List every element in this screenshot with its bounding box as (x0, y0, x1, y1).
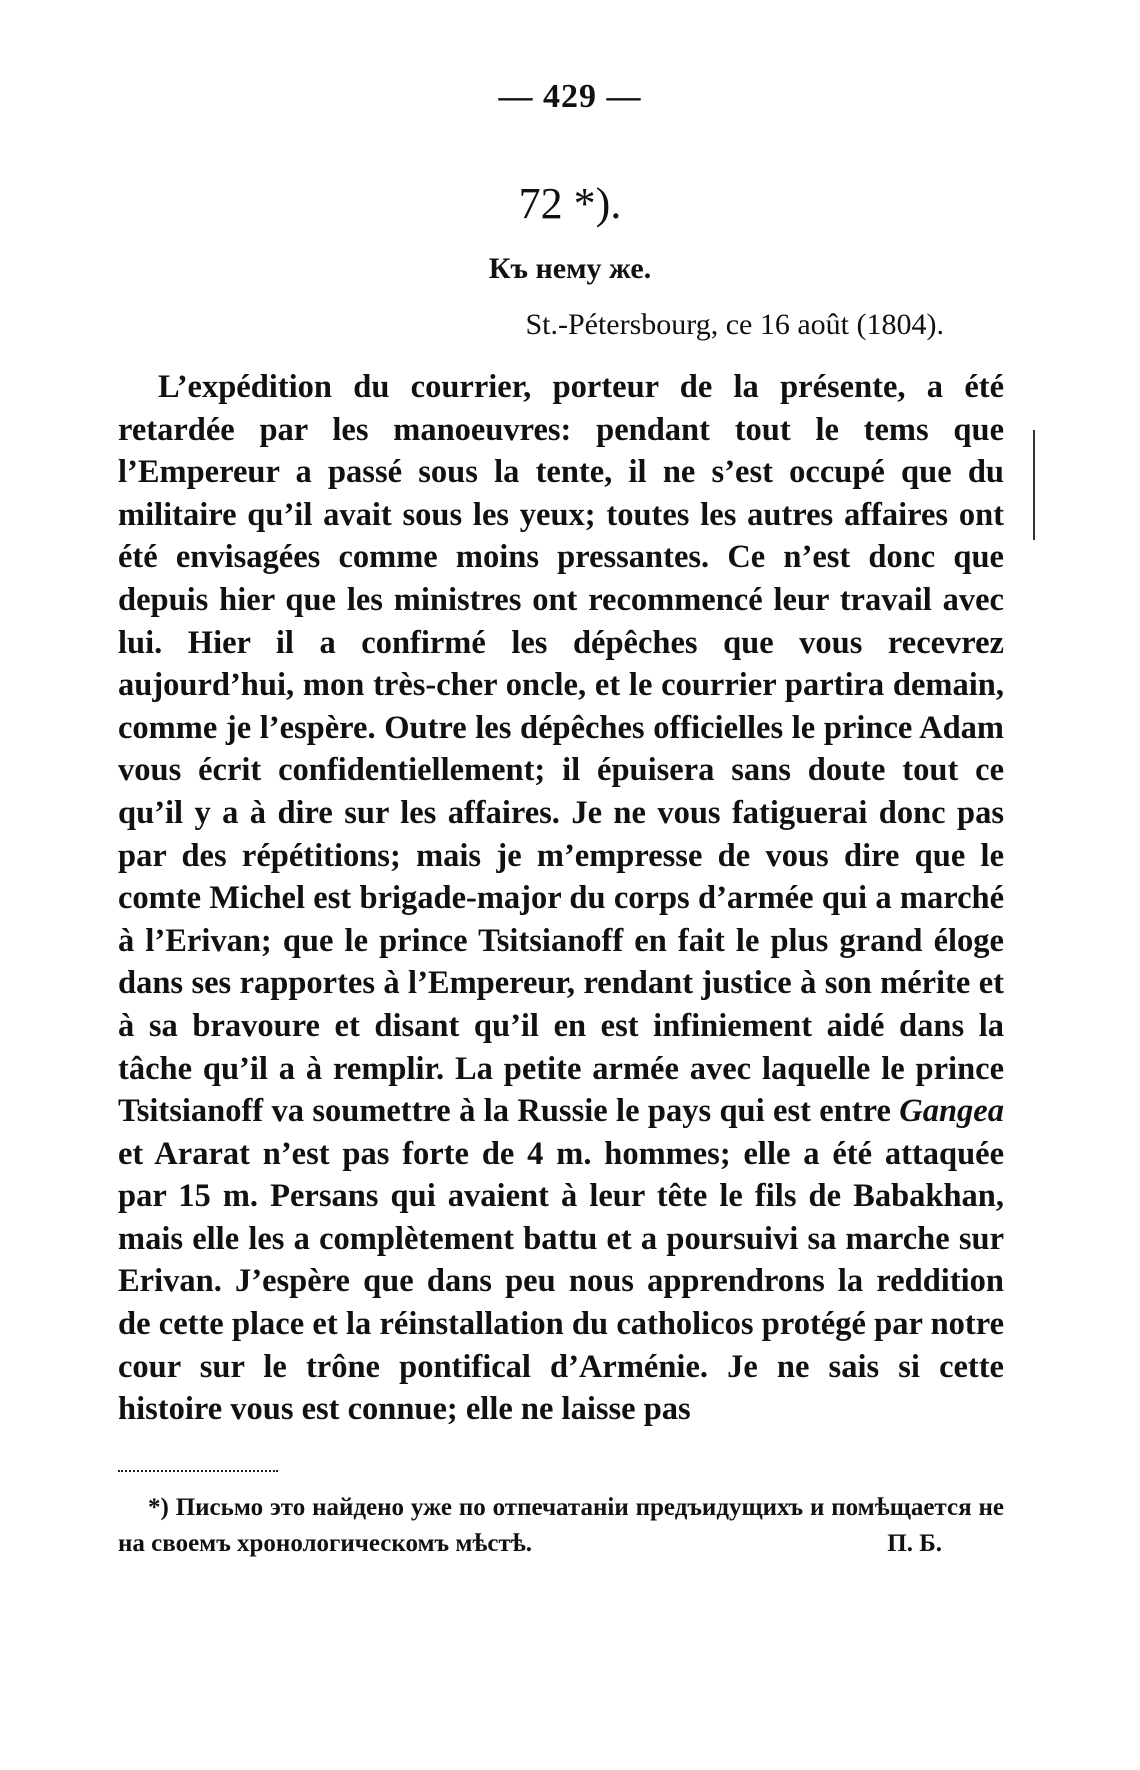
margin-mark (1033, 430, 1035, 540)
page-number: — 429 — (498, 78, 642, 115)
dateline: St.-Pétersbourg, ce 16 août (1804). (525, 308, 944, 341)
letter-number: 72 *). (518, 179, 622, 228)
footnote-divider (118, 1470, 278, 1472)
footnote-text: *) Письмо это найдено уже по отпечатаніи предъидущихъ и помѣщается не на своемъ хронологическомъ мѣстѣ. (118, 1494, 1004, 1557)
body-text-part-1: L’expédition du courrier, porteur de la présente, a été retardée par les manoeuvres: pendant tout le tems que l’Empereur a passé sous la tente, il ne s’est occupé que du militaire qu’il avait sous les yeux; toutes les autres affaires ont été envisagées comme moins pressantes. Ce n’est donc que depuis hier que les ministres ont recommencé leur travail avec lui. Hier il a confirmé les dépêches que vous recevrez aujourd’hui, mon très-cher oncle, et le courrier partira demain, comme je l’espère. Outre les dépêches officielles le prince Adam vous écrit confidentiellement; il épuisera sans doute tout ce qu’il y a à dire sur les affaires. Je ne vous fatiguerai donc pas par des répétitions; mais je m’empresse de vous dire que le comte Michel est brigade-major du corps d’armée qui a marché à l’Erivan; que le prince Tsitsianoff en fait le plus grand éloge dans ses rapportes à l’Empereur, rendant justice à son mérite et à sa bravoure et disant qu’il en est infiniement aidé dans la tâche qu’il a à remplir. La petite armée avec laquelle le prince Tsitsianoff va soumettre à la Russie le pays qui est entre (118, 369, 1004, 1130)
letter-paragraph (118, 366, 1004, 1431)
letter-body (118, 366, 1004, 1431)
footnote (118, 1490, 1004, 1562)
body-italic-word: Gangea (899, 1093, 1004, 1130)
footnote-paragraph (118, 1490, 1004, 1562)
footnote-signature: П. Б. (887, 1530, 942, 1557)
body-text-part-2: et Ararat n’est pas forte de 4 m. hommes; elle a été attaquée par 15 m. Persans qui avaient à leur tête le fils de Babakhan, mais elle les a complètement battu et a poursuivi sa marche sur Erivan. J’espère que dans peu nous apprendrons la reddition de cette place et la réinstallation du catholicos protégé par notre cour sur le trône pontifical d’Arménie. Je ne sais si cette histoire vous est connue; elle ne laisse pas (118, 1135, 1004, 1428)
recipient-line: Къ нему же. (488, 252, 652, 285)
